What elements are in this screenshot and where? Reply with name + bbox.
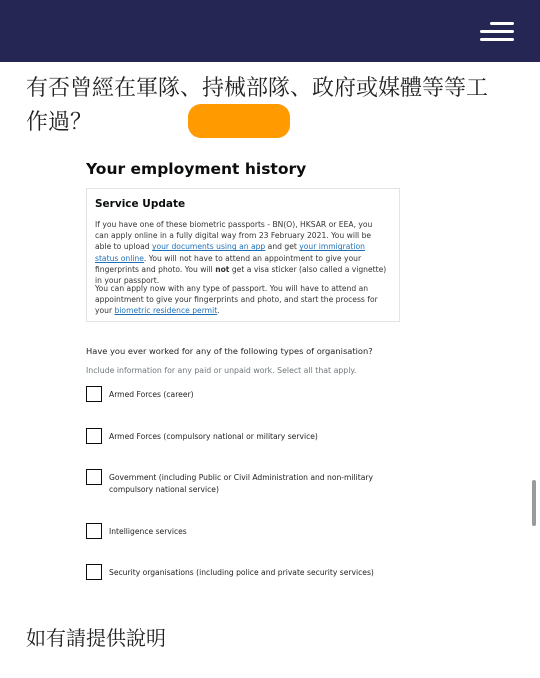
notice-paragraph-2 [95, 283, 387, 317]
notice-p2-text-b: . [217, 306, 220, 316]
notice-p1-text-a: If you have one of these biometric passports - BN(O), HKSAR or EEA, you can apply online in a fully digital way from 23 February 2021. You will be able to upload [95, 220, 373, 252]
documents-app-link[interactable]: your documents using an app [151, 242, 266, 252]
notice-p1-bold: not [215, 264, 230, 274]
option-label: Intelligence services [109, 527, 187, 536]
checkbox[interactable] [86, 469, 102, 485]
menu-line-1 [490, 22, 514, 25]
option-label: Government (including Public or Civil Administration and non-military compulsory national service) [109, 473, 374, 494]
notice-paragraph-1 [95, 219, 387, 286]
redaction-mark [188, 104, 290, 138]
notice-title: Service Update [95, 198, 186, 210]
option-label: Security organisations (including police and private security services) [109, 568, 374, 577]
biometric-residence-permit-link[interactable]: biometric residence permit [114, 306, 218, 316]
immigration-status-link[interactable]: your immigration status online [95, 242, 365, 263]
form-title: Your employment history [86, 160, 307, 178]
notice-p1-text-c: . You will not have to attend an appointment to give your fingerprints and photo. You will [95, 253, 362, 274]
header-bar [0, 0, 540, 62]
checkbox[interactable] [86, 386, 102, 402]
organisation-question: Have you ever worked for any of the following types of organisation? [86, 346, 373, 356]
notice-p1-text-b: and get [265, 242, 300, 252]
hamburger-menu-icon[interactable] [480, 22, 514, 42]
organisation-hint: Include information for any paid or unpaid work. Select all that apply. [86, 366, 357, 375]
menu-line-2 [480, 30, 514, 33]
checkbox[interactable] [86, 523, 102, 539]
scrollbar-thumb[interactable] [532, 480, 536, 526]
post-question-text: 有否曾經在軍隊、持械部隊、政府或媒體等等工作過？ [26, 76, 489, 135]
option-label: Armed Forces (career) [109, 390, 194, 399]
option-label: Armed Forces (compulsory national or military service) [109, 432, 318, 441]
checkbox[interactable] [86, 428, 102, 444]
menu-line-3 [480, 38, 514, 41]
service-update-notice [86, 188, 400, 322]
notice-p1-text-d: get a visa sticker (also called a vignette) in your passport. [95, 264, 387, 286]
checkbox[interactable] [86, 564, 102, 580]
post-followup-text: 如有請提供說明 [26, 626, 166, 650]
notice-p2-text-a: You can apply now with any type of passport. You will have to attend an appointment to give your fingerprints and photo, and start the process for your [95, 284, 378, 316]
